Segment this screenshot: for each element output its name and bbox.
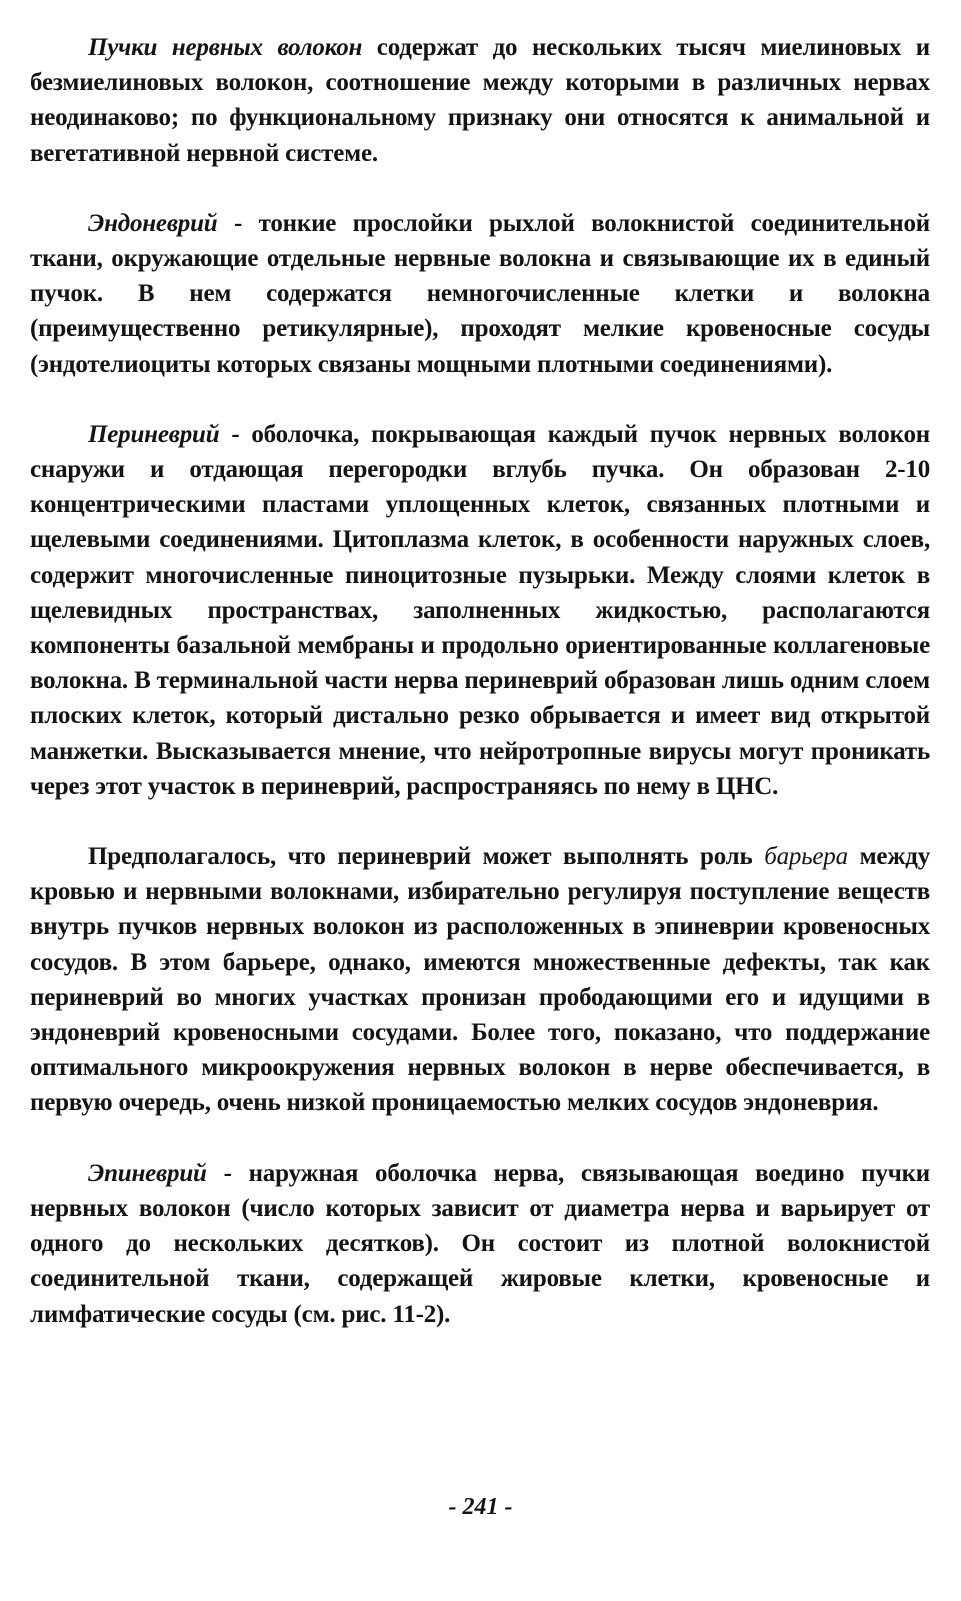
paragraph-text: - наружная оболочка нерва, связывающая воедино пучки нервных волокон (число которых зависит от диаметра нерва и варьирует от одного до нескольких десятков). Он состоит из плотной волокнистой соединительной ткани, содержащей жировые клетки, кровеносные и лимфатические сосуды (см. рис. 11-2). bbox=[30, 1159, 930, 1328]
paragraph-text: - оболочка, покрывающая каждый пучок нервных волокон снаружи и отдающая перегородки вглубь пучка. Он образован 2-10 концентрическими пластами уплощенных клеток, связанных плотными и щелевыми соединениями. Цитоплазма клеток, в особенности наружных слоев, содержит многочисленные пиноцитозные пузырьки. Между слоями клеток в щелевидных пространствах, заполненных жидкостью, располагаются компоненты базальной мембраны и продольно ориентированные коллагеновые волокна. В терминальной части нерва периневрий образован лишь одним слоем плоских клеток, который дистально резко обрывается и имеет вид открытой манжетки. Высказывается мнение, что нейротропные вирусы могут проникать через этот участок в периневрий, распространяясь по нему в ЦНС. bbox=[30, 420, 930, 800]
paragraph-endoneurium bbox=[30, 206, 930, 382]
term-nerve-fiber-bundles: Пучки нервных волокон bbox=[88, 34, 363, 61]
paragraph-text: между кровью и нервными волокнами, избирательно регулируя поступление веществ внутрь пучков нервных волокон из расположенных в эпиневрии кровеносных сосудов. В этом барьере, однако, имеются множественные дефекты, так как периневрий во многих участках пронизан прободающими его и идущими в эндоневрий кровеносными сосудами. Более того, показано, что поддержание оптимального микроокружения нервных волокон в нерве обеспечивается, в первую очередь, очень низкой проницаемостью мелких сосудов эндоневрия. bbox=[30, 843, 930, 1117]
paragraph-text: - тонкие прослойки рыхлой волокнистой соединительной ткани, окружающие отдельные нервные волокна и связывающие их в единый пучок. В нем содержатся немногочисленные клетки и волокна (преимущественно ретикулярные), проходят мелкие кровеносные сосуды (эндотелиоциты которых связаны мощными плотными соединениями). bbox=[30, 209, 930, 378]
term-perineurium: Периневрий bbox=[88, 420, 220, 448]
paragraph-barrier bbox=[30, 839, 930, 1121]
page-number: - 241 - bbox=[448, 1494, 513, 1520]
paragraph-epineurium bbox=[30, 1156, 930, 1332]
paragraph-text: содержат до нескольких тысяч миелиновых и безмиелиновых волокон, соотношение между которыми в различных нервах неодинаково; по функциональному признаку они относятся к анимальной и вегетативной нервной системе. bbox=[30, 34, 930, 167]
term-endoneurium: Эндоневрий bbox=[88, 209, 218, 237]
emphasis-barrier: барьера bbox=[764, 843, 848, 871]
paragraph-text: Предполагалось, что периневрий может выполнять роль bbox=[88, 843, 765, 871]
paragraph-perineurium bbox=[30, 417, 930, 804]
term-epineurium: Эпиневрий bbox=[88, 1159, 207, 1187]
paragraph-nerve-fiber-bundles bbox=[30, 30, 930, 171]
page-body bbox=[30, 30, 930, 1332]
